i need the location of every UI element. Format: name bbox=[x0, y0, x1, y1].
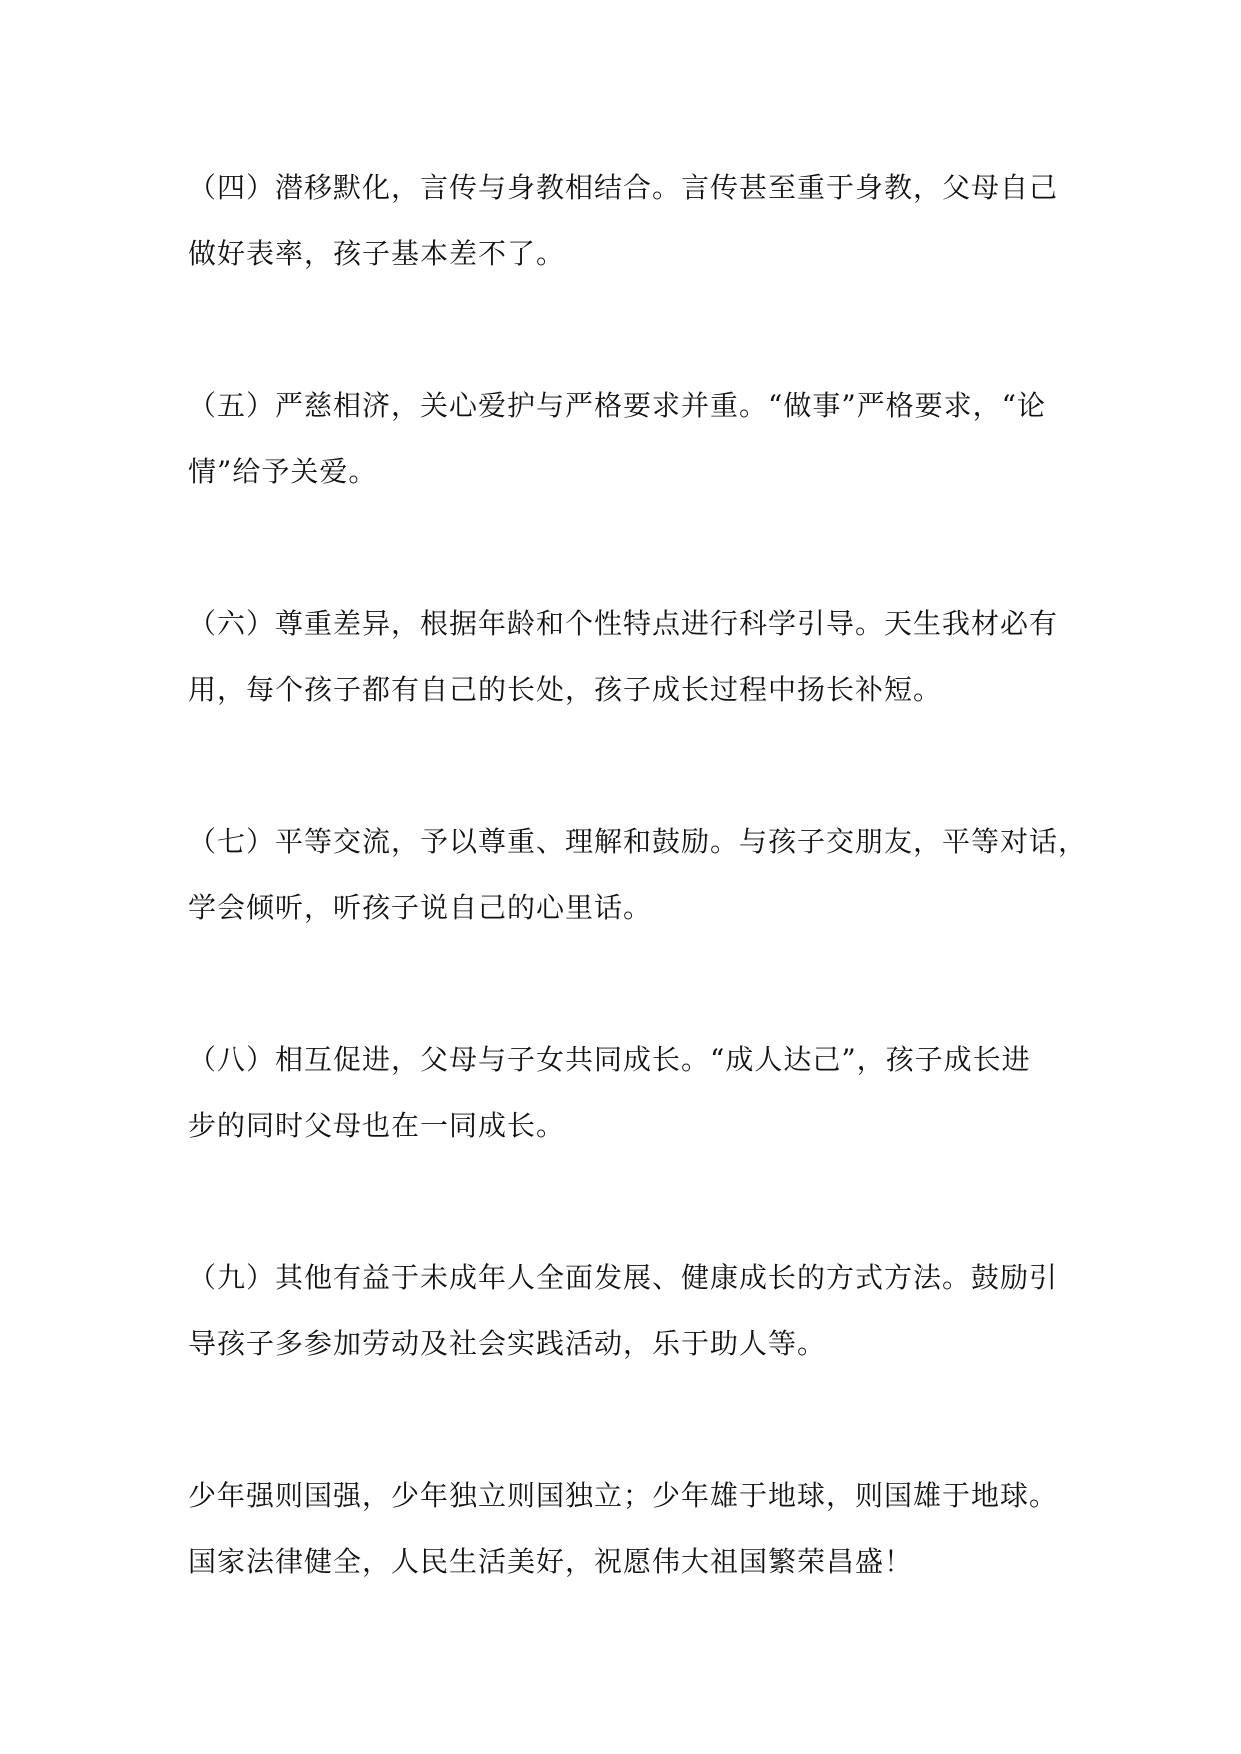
paragraph-line: （八）相互促进，父母与子女共同成长。“成人达己”，孩子成长进 bbox=[188, 1043, 1031, 1076]
paragraph-8 bbox=[188, 1027, 1068, 1159]
paragraph-line: （六）尊重差异，根据年龄和个性特点进行科学引导。天生我材必有 bbox=[188, 607, 1059, 640]
paragraph-line: （四）潜移默化，言传与身教相结合。言传甚至重于身教，父母自己 bbox=[188, 171, 1059, 204]
paragraph-line: 国家法律健全，人民生活美好，祝愿伟大祖国繁荣昌盛！ bbox=[188, 1545, 914, 1578]
paragraph-9 bbox=[188, 1245, 1068, 1377]
paragraph-line: （五）严慈相济，关心爱护与严格要求并重。“做事”严格要求，“论 bbox=[188, 389, 1046, 422]
paragraph-line: 情”给予关爱。 bbox=[188, 455, 378, 488]
paragraph-line: （七）平等交流，予以尊重、理解和鼓励。与孩子交朋友，平等对话， bbox=[188, 825, 1088, 858]
paragraph-line: 做好表率，孩子基本差不了。 bbox=[188, 237, 566, 270]
paragraph-line: 用，每个孩子都有自己的长处，孩子成长过程中扬长补短。 bbox=[188, 673, 943, 706]
paragraph-line: 导孩子多参加劳动及社会实践活动，乐于助人等。 bbox=[188, 1327, 827, 1360]
closing-paragraph bbox=[188, 1463, 1068, 1595]
paragraph-7 bbox=[188, 809, 1088, 941]
paragraph-line: 学会倾听，听孩子说自己的心里话。 bbox=[188, 891, 653, 924]
paragraph-line: （九）其他有益于未成年人全面发展、健康成长的方式方法。鼓励引 bbox=[188, 1261, 1059, 1294]
paragraph-5 bbox=[188, 373, 1068, 505]
paragraph-line: 少年强则国强，少年独立则国独立；少年雄于地球，则国雄于地球。 bbox=[188, 1479, 1059, 1512]
paragraph-4 bbox=[188, 155, 1068, 287]
document-body bbox=[188, 155, 1088, 1681]
paragraph-6 bbox=[188, 591, 1068, 723]
paragraph-line: 步的同时父母也在一同成长。 bbox=[188, 1109, 566, 1142]
